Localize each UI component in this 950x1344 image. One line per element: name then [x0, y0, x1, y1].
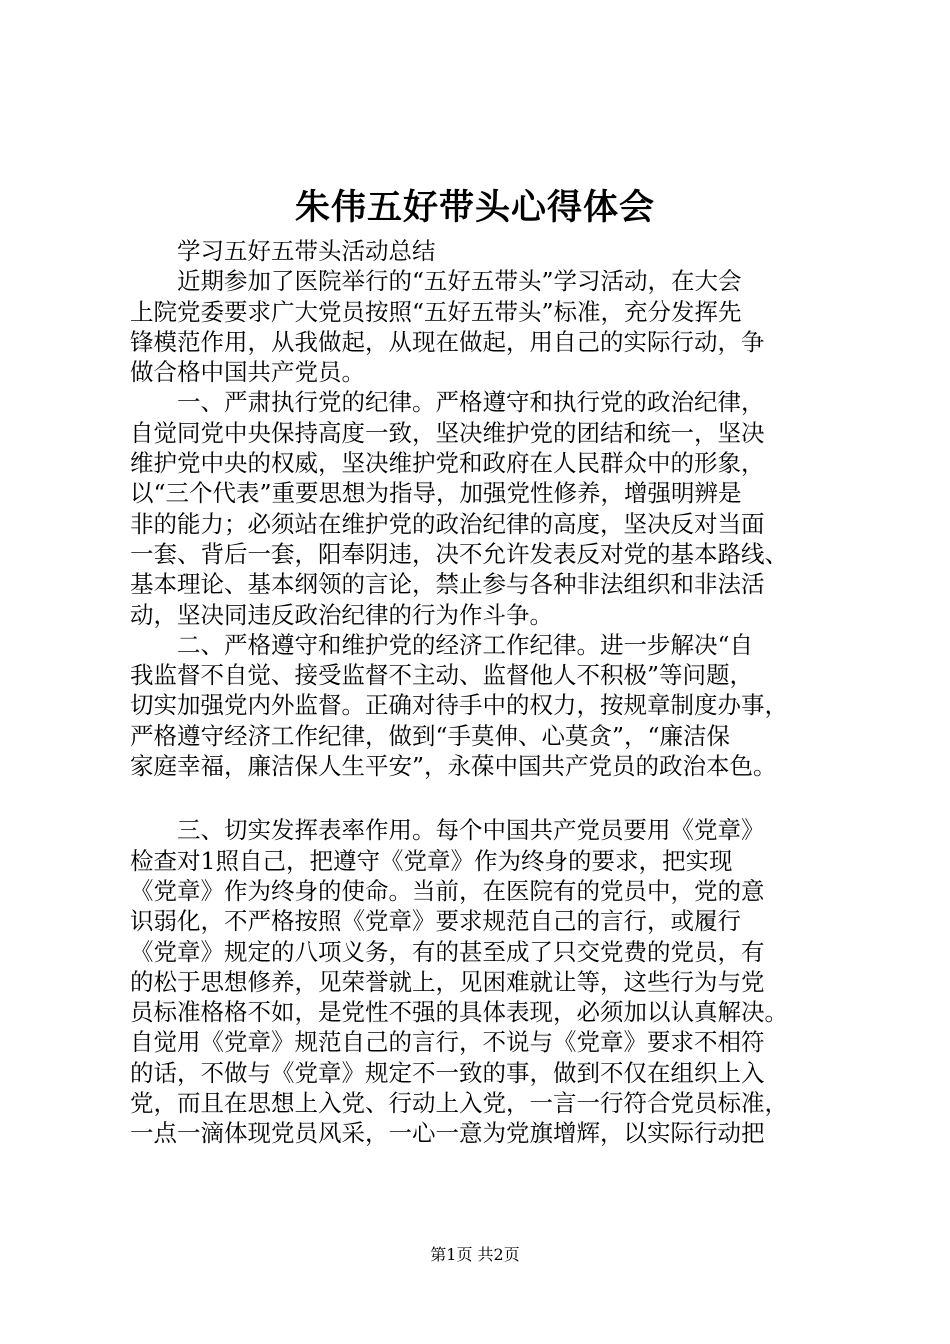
subtitle-line: 学习五好五带头活动总结 [177, 237, 436, 265]
paragraph-line: 家庭幸福，廉洁保人生平安”，永葆中国共产党员的政治本色。 [130, 752, 777, 781]
page-footer: 第1页 共2页 [430, 1245, 520, 1264]
paragraph-line: 三、切实发挥表率作用。每个中国共产党员要用《党章》 [177, 816, 765, 845]
paragraph-line: 严格遵守经济工作纪律，做到“手莫伸、心莫贪”，“廉洁保 [130, 721, 731, 750]
paragraph-line: 的松于思想修养，见荣誉就上，见困难就让等，这些行为与党 [130, 967, 765, 996]
paragraph-line: 切实加强党内外监督。正确对待手中的权力，按规章制度办事， [130, 691, 788, 720]
paragraph-line: 做合格中国共产党员。 [130, 358, 365, 387]
document-title: 朱伟五好带头心得体会 [294, 187, 655, 228]
document-body [130, 236, 830, 1149]
paragraph-gap [130, 781, 830, 815]
paragraph-line: 自觉用《党章》规范自己的言行，不说与《党章》要求不相符 [130, 1028, 765, 1057]
paragraph-line: 检查对1照自己，把遵守《党章》作为终身的要求，把实现 [130, 846, 733, 875]
paragraph-line: 《党章》规定的八项义务，有的甚至成了只交党费的党员，有 [130, 937, 765, 966]
paragraph-line: 员标准格格不如，是党性不强的具体表现，必须加以认真解决。 [130, 998, 788, 1027]
paragraph-line: 识弱化，不严格按照《党章》要求规范自己的言行，或履行 [130, 907, 741, 936]
paragraph-line: 党，而且在思想上入党、行动上入党，一言一行符合党员标准， [130, 1089, 788, 1118]
paragraph-line: 近期参加了医院举行的“五好五带头”学习活动，在大会 [177, 267, 742, 296]
paragraph-line: 我监督不自觉、接受监督不主动、监督他人不积极”等问题， [130, 661, 754, 690]
paragraph-line: 动，坚决同违反政治纪律的行为作斗争。 [130, 600, 553, 629]
paragraph-line: 一套、背后一套，阳奉阴违，决不允许发表反对党的基本路线、 [130, 539, 788, 568]
paragraph-line: 自觉同党中央保持高度一致，坚决维护党的团结和统一，坚决 [130, 418, 765, 447]
paragraph-line: 的话，不做与《党章》规定不一致的事，做到不仅在组织上入 [130, 1058, 765, 1087]
paragraph-line: 一点一滴体现党员风采，一心一意为党旗增辉，以实际行动把 [130, 1119, 765, 1148]
paragraph-line: 一、严肃执行党的纪律。严格遵守和执行党的政治纪律， [177, 388, 765, 417]
paragraph-line: 基本理论、基本纲领的言论，禁止参与各种非法组织和非法活 [130, 570, 765, 599]
paragraph-line: 上院党委要求广大党员按照“五好五带头”标准，充分发挥先 [130, 297, 742, 326]
paragraph-line: 《党章》作为终身的使命。当前，在医院有的党员中，党的意 [130, 876, 765, 905]
paragraph-line: 锋模范作用，从我做起，从现在做起，用自己的实际行动，争 [130, 327, 765, 356]
paragraph-line: 非的能力；必须站在维护党的政治纪律的高度，坚决反对当面 [130, 509, 765, 538]
paragraph-line: 以“三个代表”重要思想为指导，加强党性修养，增强明辨是 [130, 479, 742, 508]
paragraph-line: 维护党中央的权威，坚决维护党和政府在人民群众中的形象， [130, 449, 765, 478]
paragraph-line: 二、严格遵守和维护党的经济工作纪律。进一步解决“自 [177, 630, 754, 659]
